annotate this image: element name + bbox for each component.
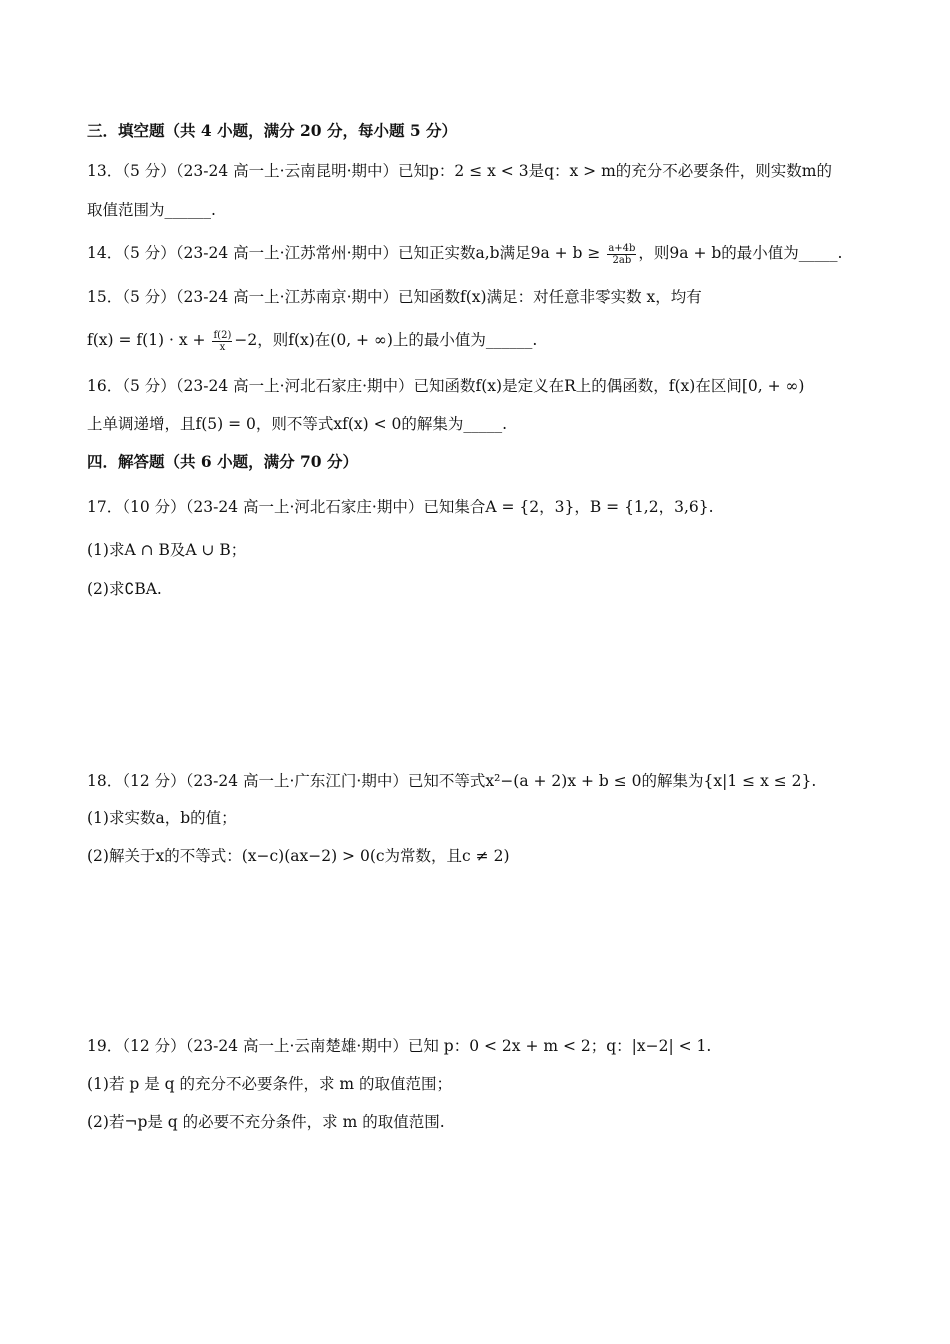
question-18-part-2: (2)解关于x的不等式：(x−c)(ax−2) > 0(c为常数，且c ≠ 2) bbox=[87, 847, 510, 865]
question-15-stem: 已知函数f(x)满足：对任意非零实数 x，均有 bbox=[398, 288, 702, 306]
question-19-part-1: (1)若 p 是 q 的充分不必要条件，求 m 的取值范围； bbox=[87, 1075, 453, 1093]
question-15-number: 15． bbox=[87, 288, 123, 306]
fraction-numerator: a+4b bbox=[608, 242, 636, 254]
question-19-number: 19． bbox=[87, 1037, 123, 1055]
question-19-part-2: (2)若¬p是 q 的必要不充分条件，求 m 的取值范围. bbox=[87, 1113, 445, 1131]
question-17-score: （10 分） bbox=[122, 498, 186, 516]
question-13-source: （23-24 高一上·云南昆明·期中） bbox=[175, 162, 398, 180]
question-15-formula-a: f(x) = f(1) · x + bbox=[87, 331, 206, 349]
question-18-source: （23-24 高一上·广东江门·期中） bbox=[185, 772, 408, 790]
question-19-source: （23-24 高一上·云南楚雄·期中） bbox=[185, 1037, 408, 1055]
question-19-text: 已知 p：0 < 2x + m < 2；q：|x−2| < 1. bbox=[407, 1037, 712, 1055]
question-14-score: （5 分） bbox=[122, 244, 176, 262]
question-17-source: （23-24 高一上·河北石家庄·期中） bbox=[185, 498, 424, 516]
question-16-line-1 bbox=[87, 375, 870, 397]
question-18-number: 18． bbox=[87, 772, 123, 790]
question-16-source: （23-24 高一上·河北石家庄·期中） bbox=[175, 377, 414, 395]
question-17-part-1: (1)求A ∩ B及A ∪ B； bbox=[87, 541, 247, 559]
question-15-score: （5 分） bbox=[122, 288, 176, 306]
question-16-score: （5 分） bbox=[122, 377, 176, 395]
question-14 bbox=[87, 242, 870, 266]
question-14-source: （23-24 高一上·江苏常州·期中） bbox=[175, 244, 398, 262]
fraction-numerator: f(2) bbox=[213, 329, 232, 341]
question-19-score: （12 分） bbox=[122, 1037, 186, 1055]
question-17-stem bbox=[87, 496, 870, 518]
question-15-line-2 bbox=[87, 329, 870, 353]
question-13-score: （5 分） bbox=[122, 162, 176, 180]
question-18-score: （12 分） bbox=[122, 772, 186, 790]
question-18-part-1: (1)求实数a，b的值； bbox=[87, 809, 237, 827]
fraction-denominator: x bbox=[219, 341, 226, 353]
question-17-text: 已知集合A = {2，3}，B = {1,2，3,6}. bbox=[423, 498, 714, 516]
question-15-formula-b: −2，则f(x)在(0, + ∞)上的最小值为______. bbox=[234, 331, 538, 349]
question-17-number: 17． bbox=[87, 498, 123, 516]
question-13-line-2: 取值范围为______. bbox=[87, 201, 216, 219]
question-18-text: 已知不等式x²−(a + 2)x + b ≤ 0的解集为{x|1 ≤ x ≤ 2}. bbox=[407, 772, 817, 790]
question-18-stem bbox=[87, 770, 870, 792]
question-13-stem: 已知p：2 ≤ x < 3是q：x > m的充分不必要条件，则实数m的 bbox=[398, 162, 832, 180]
question-13-number: 13． bbox=[87, 162, 123, 180]
question-14-number: 14． bbox=[87, 244, 123, 262]
question-19-stem bbox=[87, 1035, 870, 1057]
question-16-number: 16． bbox=[87, 377, 123, 395]
question-17-part-2: (2)求∁BA. bbox=[87, 580, 162, 598]
question-16-stem: 已知函数f(x)是定义在R上的偶函数，f(x)在区间[0, + ∞) bbox=[413, 377, 805, 395]
fraction-denominator: 2ab bbox=[612, 254, 632, 266]
question-14-fraction bbox=[607, 243, 636, 266]
question-15-line-1 bbox=[87, 286, 870, 308]
question-14-stem-b: ，则9a + b的最小值为_____. bbox=[638, 244, 843, 262]
question-14-stem-a: 已知正实数a,b满足9a + b ≥ bbox=[398, 244, 601, 262]
question-16-line-2: 上单调递增，且f(5) = 0，则不等式xf(x) < 0的解集为_____. bbox=[87, 415, 508, 433]
question-13-line-1 bbox=[87, 160, 870, 182]
section-3-heading: 三．填空题（共 4 小题，满分 20 分，每小题 5 分） bbox=[87, 121, 458, 140]
question-15-source: （23-24 高一上·江苏南京·期中） bbox=[175, 288, 398, 306]
section-4-heading: 四．解答题（共 6 小题，满分 70 分） bbox=[87, 452, 358, 471]
question-15-fraction bbox=[212, 330, 232, 353]
